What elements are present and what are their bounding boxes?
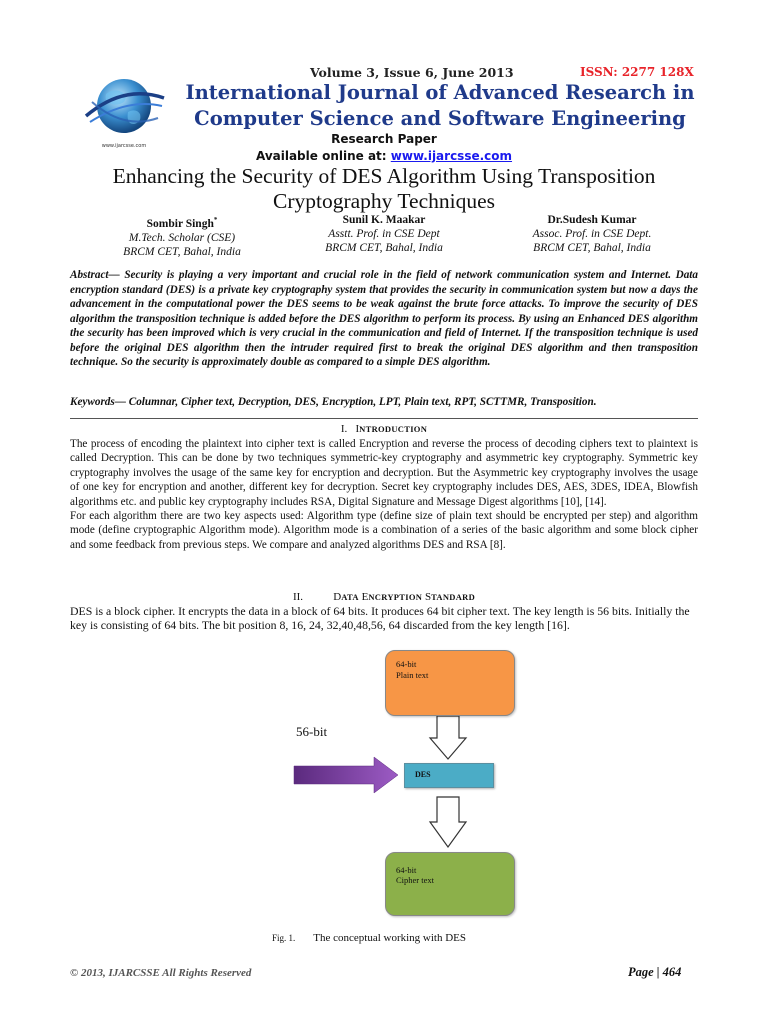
volume-issue: Volume 3, Issue 6, June 2013 (310, 65, 514, 80)
paragraph: The process of encoding the plaintext into cipher text is called Encryption and reverse the process of decoding ciphers text to plaintext is called Decryption. This can be done by two techniques symmetric-key cryptography and asymmetric key cryptography. Symmetric key cryptography involves the usage of the same key for encryption and decryption. But the Asymmetric key cryptography involves the usage of one key for encryption and another, different key for decryption. Secret key cryptography includes DES, AES, 3DES, IDEA, Blowfish algorithms etc. and public key cryptography includes RSA, Digital Signature and Message Digest algorithms [10], [14]. (70, 438, 698, 508)
paper-title: Enhancing the Security of DES Algorithm Using Transposition Cryptography Techniques (112, 164, 656, 213)
keywords: Keywords— Columnar, Cipher text, Decryption, DES, Encryption, LPT, Plain text, RPT, SCTTMR, Transposition. (70, 396, 597, 408)
figure-number: Fig. 1. (272, 933, 296, 943)
author-role: Asstt. Prof. in CSE Dept (328, 228, 440, 240)
logo-caption: www.ijarcsse.com (101, 143, 147, 149)
available-online (0, 149, 768, 163)
paragraph: For each algorithm there are two key aspects used: Algorithm type (define size of plain text should be encrypted per step) and algorithm mode (define cryptographic Algorithm mode). Algorithm mode is a combination of a series of the basic algorithm and some block cipher and some feedback from previous steps. We compare and analyzed algorithms DES and RSA [8]. (70, 510, 698, 551)
author-affiliation: BRCM CET, Bahal, India (123, 245, 241, 258)
section-heading-introduction: I. INTRODUCTION (340, 423, 428, 435)
issn: ISSN: 2277 128X (580, 65, 694, 79)
figure-caption (272, 932, 466, 944)
author-block (502, 213, 682, 255)
author-role: Assoc. Prof. in CSE Dept. (532, 228, 652, 240)
cipher-line2: Cipher text (396, 875, 435, 885)
abstract: Abstract— Security is playing a very important and crucial role in the field of network communication system and Internet. Data encryption standard (DES) is a private key cryptography system that provides the security in communication system but now a days the advancement in the computational power the DES seems to be weak against the brute force attacks. To improve the security of DES algorithm the transposition technique is added before the DES algorithm to perform its process. By using an Enhanced DES algorithm the security has been improved which is very crucial in the communication and field of Internet. If the transposition technique is used before the original DES algorithm then the intruder required first to break the original DES algorithm and then transposition technique. So the security is approximately double as compared to a simple DES algorithm. (70, 269, 698, 368)
paper-type: Research Paper (331, 132, 437, 146)
plain-line1: 64-bit (396, 659, 417, 669)
available-label: Available online at: (255, 149, 387, 163)
des-body: DES is a block cipher. It encrypts the data in a block of 64 bits. It produces 64 bit cipher text. The key length is 56 bits. Initially the key is consisting of 64 bits. The bit position 8, 16, 24, 32,40,48,56, 64 discarded from the key length [16]. (70, 604, 690, 633)
key-length-label: 56-bit (296, 724, 328, 739)
author-block (294, 213, 474, 255)
author-role: M.Tech. Scholar (CSE) (128, 231, 236, 244)
journal-link[interactable]: www.ijarcsse.com (390, 149, 513, 163)
caption-text: The conceptual working with DES (313, 932, 467, 944)
down-arrow-icon (430, 797, 466, 847)
plain-text-box (385, 650, 515, 716)
cipher-text-box (385, 852, 515, 916)
author-name: Sombir Singh* (146, 216, 218, 230)
section-heading-des: II. DATA ENCRYPTION STANDARD (292, 591, 476, 603)
author-affiliation: BRCM CET, Bahal, India (533, 242, 651, 254)
key-arrow-icon (294, 757, 398, 793)
journal-title: International Journal of Advanced Research in Computer Science and Software Engineering (185, 81, 695, 130)
copyright: © 2013, IJARCSSE All Rights Reserved (70, 967, 252, 979)
introduction-body (70, 437, 698, 552)
plain-line2: Plain text (396, 670, 429, 680)
page-number: Page | 464 (628, 965, 682, 979)
des-box (404, 763, 494, 788)
author-name: Sunil K. Maakar (342, 214, 426, 226)
author-block (92, 213, 272, 259)
divider (70, 418, 698, 419)
author-affiliation: BRCM CET, Bahal, India (325, 242, 443, 254)
author-name: Dr.Sudesh Kumar (547, 214, 637, 226)
des-label: DES (415, 770, 431, 779)
cipher-line1: 64-bit (396, 865, 417, 875)
down-arrow-icon (430, 716, 466, 759)
